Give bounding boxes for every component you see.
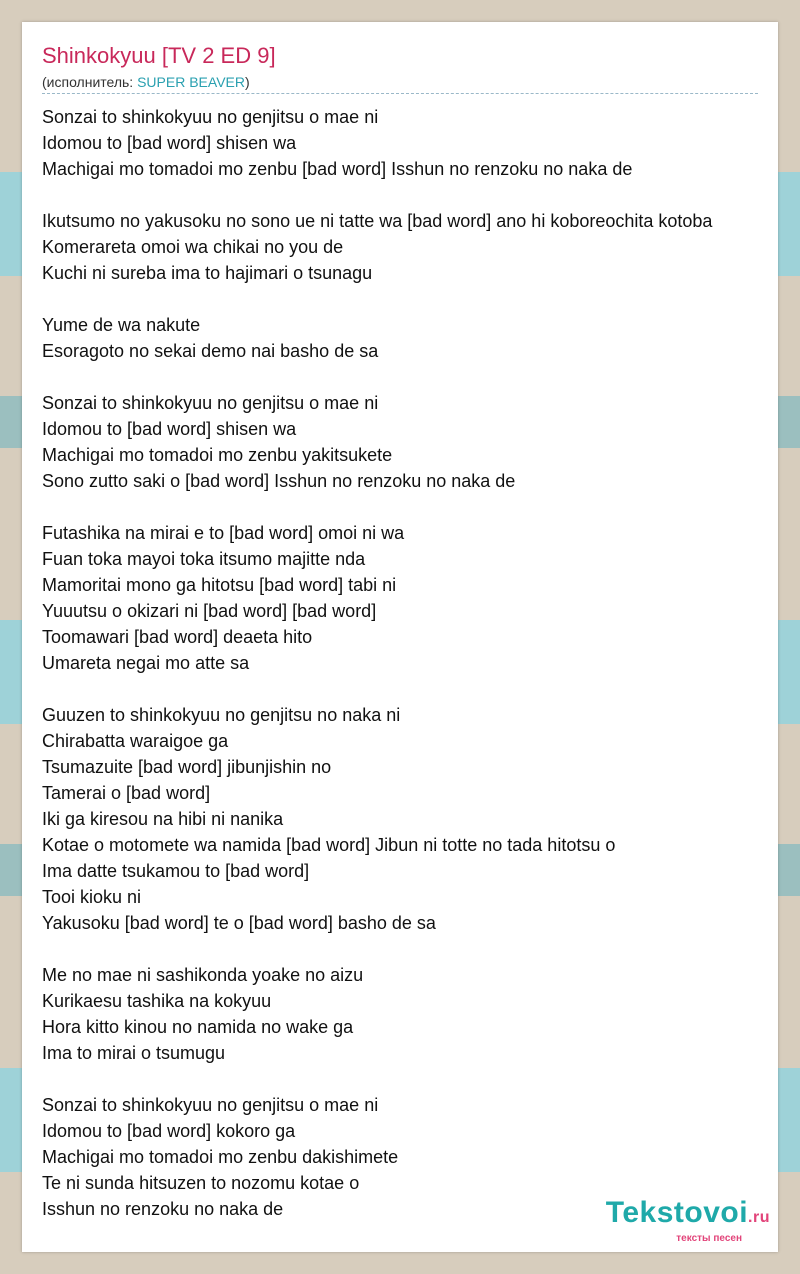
logo-wordmark (606, 1197, 770, 1234)
lyrics-line: Me no mae ni sashikonda yoake no aizu (42, 965, 364, 985)
lyrics-line: Ima datte tsukamou to [bad word] (42, 861, 310, 881)
lyrics-line: Idomou to [bad word] shisen wa (42, 419, 297, 439)
lyrics-line: Chirabatta waraigoe ga (42, 731, 229, 751)
song-title: Shinkokyuu [TV 2 ED 9] (42, 43, 276, 68)
lyrics-stanza (42, 390, 778, 494)
lyrics-line: Futashika na mirai e to [bad word] omoi ni wa (42, 523, 405, 543)
lyrics-line: Yuuutsu o okizari ni [bad word] [bad word] (42, 601, 377, 621)
lyrics-line: Isshun no renzoku no naka de (42, 1199, 284, 1219)
artist-line (42, 73, 250, 91)
lyrics-line: Tamerai o [bad word] (42, 783, 211, 803)
lyrics-stanza (42, 702, 778, 936)
lyrics-line: Idomou to [bad word] kokoro ga (42, 1121, 296, 1141)
lyrics-line: Komerareta omoi wa chikai no you de (42, 237, 344, 257)
lyrics-line: Machigai mo tomadoi mo zenbu dakishimete (42, 1147, 399, 1167)
artist-prefix: (исполнитель: (42, 74, 138, 90)
lyrics-line: Iki ga kiresou na hibi ni nanika (42, 809, 284, 829)
lyrics-stanza (42, 208, 778, 286)
logo-tld: .ru (748, 1209, 770, 1226)
lyrics-stanza (42, 104, 778, 182)
lyrics-stanza (42, 312, 778, 364)
lyrics-line: Hora kitto kinou no namida no wake ga (42, 1017, 354, 1037)
logo-name: Tekstovoi (605, 1196, 749, 1229)
title-divider (42, 93, 758, 94)
lyrics-line: Sono zutto saki o [bad word] Isshun no renzoku no naka de (42, 471, 516, 491)
lyrics-stanza (42, 520, 778, 676)
artist-link[interactable]: SUPER BEAVER (137, 74, 245, 90)
logo-tagline: тексты песен (676, 1233, 742, 1244)
lyrics-line: Kuchi ni sureba ima to hajimari o tsunagu (42, 263, 373, 283)
artist-suffix: ) (244, 74, 250, 90)
lyrics-line: Kurikaesu tashika na kokyuu (42, 991, 272, 1011)
lyrics-line: Sonzai to shinkokyuu no genjitsu o mae ni (42, 393, 379, 413)
lyrics-line: Ikutsumo no yakusoku no sono ue ni tatte wa [bad word] ano hi koboreochita kotoba (42, 211, 713, 231)
lyrics-line: Te ni sunda hitsuzen to nozomu kotae o (42, 1173, 360, 1193)
lyrics-stanza (42, 962, 778, 1066)
lyrics-line: Kotae o motomete wa namida [bad word] Jibun ni totte no tada hitotsu o (42, 835, 616, 855)
lyrics-line: Idomou to [bad word] shisen wa (42, 133, 297, 153)
site-logo[interactable] (606, 1197, 770, 1244)
lyrics-line: Toomawari [bad word] deaeta hito (42, 627, 313, 647)
lyrics-line: Sonzai to shinkokyuu no genjitsu o mae ni (42, 1095, 379, 1115)
lyrics-line: Esoragoto no sekai demo nai basho de sa (42, 341, 379, 361)
lyrics-body (42, 104, 778, 1248)
lyrics-line: Yume de wa nakute (42, 315, 201, 335)
lyrics-line: Tooi kioku ni (42, 887, 142, 907)
lyrics-line: Yakusoku [bad word] te o [bad word] basho de sa (42, 913, 436, 933)
lyrics-line: Tsumazuite [bad word] jibunjishin no (42, 757, 332, 777)
lyrics-line: Sonzai to shinkokyuu no genjitsu o mae ni (42, 107, 379, 127)
lyrics-card (22, 22, 778, 1252)
lyrics-line: Machigai mo tomadoi mo zenbu [bad word] Isshun no renzoku no naka de (42, 159, 633, 179)
lyrics-line: Ima to mirai o tsumugu (42, 1043, 226, 1063)
lyrics-line: Guuzen to shinkokyuu no genjitsu no naka ni (42, 705, 401, 725)
lyrics-line: Umareta negai mo atte sa (42, 653, 250, 673)
lyrics-line: Machigai mo tomadoi mo zenbu yakitsukete (42, 445, 393, 465)
lyrics-line: Mamoritai mono ga hitotsu [bad word] tabi ni (42, 575, 397, 595)
lyrics-line: Fuan toka mayoi toka itsumo majitte nda (42, 549, 366, 569)
